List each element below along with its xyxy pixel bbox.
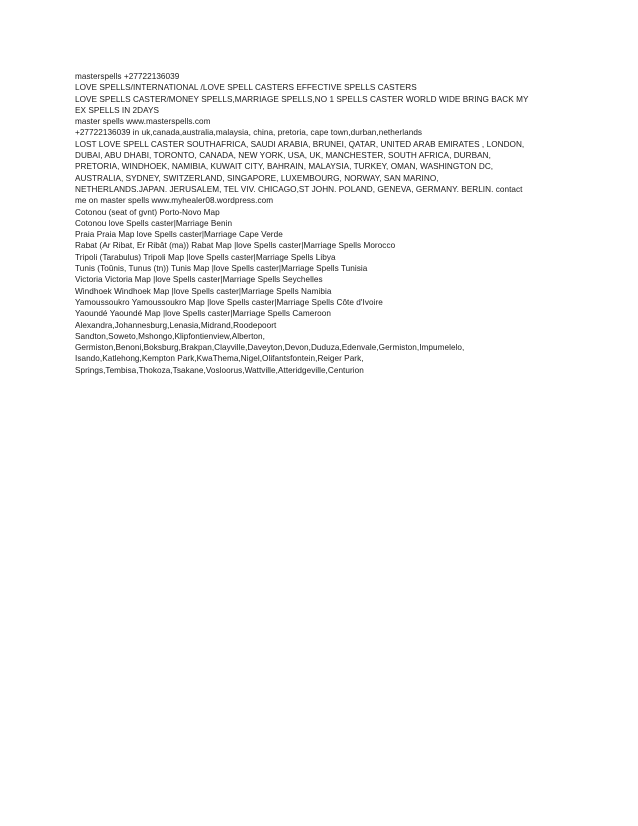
text-line: NETHERLANDS.JAPAN. JERUSALEM, TEL VIV. CHICAGO,ST JOHN. POLAND, GENEVA, GERMANY. BERLIN. contact <box>75 184 523 194</box>
text-line: Sandton,Soweto,Mshongo,Klipfontienview,Alberton, <box>75 331 265 341</box>
text-line: EX SPELLS IN 2DAYS <box>75 105 160 115</box>
text-line: Windhoek Windhoek Map |love Spells caster|Marriage Spells Namibia <box>75 286 332 296</box>
text-line: Yamoussoukro Yamoussoukro Map |love Spells caster|Marriage Spells Côte d'Ivoire <box>75 297 383 307</box>
text-line: Cotonou love Spells caster|Marriage Benin <box>75 218 233 228</box>
text-line: master spells www.masterspells.com <box>75 117 211 127</box>
text-line: LOST LOVE SPELL CASTER SOUTHAFRICA, SAUDI ARABIA, BRUNEI, QATAR, UNITED ARAB EMIRATES , LONDON, <box>75 139 525 149</box>
text-line: Isando,Katlehong,Kempton Park,KwaThema,Nigel,Olifantsfontein,Reiger Park, <box>75 354 364 364</box>
text-line: Tripoli (Tarabulus) Tripoli Map |love Spells caster|Marriage Spells Libya <box>75 252 336 262</box>
text-line: Germiston,Benoni,Boksburg,Brakpan,Clayville,Daveyton,Devon,Duduza,Edenvale,Germiston,Impumelelo, <box>75 343 465 353</box>
text-line: LOVE SPELLS/INTERNATIONAL /LOVE SPELL CASTERS EFFECTIVE SPELLS CASTERS <box>75 83 417 93</box>
text-line: DUBAI, ABU DHABI, TORONTO, CANADA, NEW YORK, USA, UK, MANCHESTER, SOUTH AFRICA, DURBAN, <box>75 151 491 161</box>
text-line: Alexandra,Johannesburg,Lenasia,Midrand,Roodepoort <box>75 320 277 330</box>
text-line: Yaoundé Yaoundé Map |love Spells caster|Marriage Spells Cameroon <box>75 309 331 319</box>
text-line: Cotonou (seat of gvnt) Porto-Novo Map <box>75 207 220 217</box>
text-line: Victoria Victoria Map |love Spells caster|Marriage Spells Seychelles <box>75 275 323 285</box>
text-line: Springs,Tembisa,Thokoza,Tsakane,Vosloorus,Wattville,Atteridgeville,Centurion <box>75 365 364 375</box>
text-line: Tunis (Toûnis, Tunus (tn)) Tunis Map |love Spells caster|Marriage Spells Tunisia <box>75 264 368 274</box>
document-text <box>75 71 565 376</box>
text-line: masterspells +27722136039 <box>75 72 180 81</box>
text-line: AUSTRALIA, SYDNEY, SWITZERLAND, SINGAPORE, LUXEMBOURG, NORWAY, SAN MARINO, <box>75 173 439 183</box>
text-line: LOVE SPELLS CASTER/MONEY SPELLS,MARRIAGE SPELLS,NO 1 SPELLS CASTER WORLD WIDE BRING BACK MY <box>75 94 529 104</box>
text-line: +27722136039 in uk,canada,australia,malaysia, china, pretoria, cape town,durban,netherlands <box>75 128 423 138</box>
text-line: Praia Praia Map love Spells caster|Marriage Cape Verde <box>75 230 283 240</box>
text-line: me on master spells www.myhealer08.wordpress.com <box>75 196 274 206</box>
text-line: PRETORIA, WINDHOEK, NAMIBIA, KUWAIT CITY, BAHRAIN, MALAYSIA, TURKEY, OMAN, WASHINGTON DC, <box>75 162 494 172</box>
text-line: Rabat (Ar Ribat, Er Ribât (ma)) Rabat Map |love Spells caster|Marriage Spells Morocco <box>75 241 396 251</box>
